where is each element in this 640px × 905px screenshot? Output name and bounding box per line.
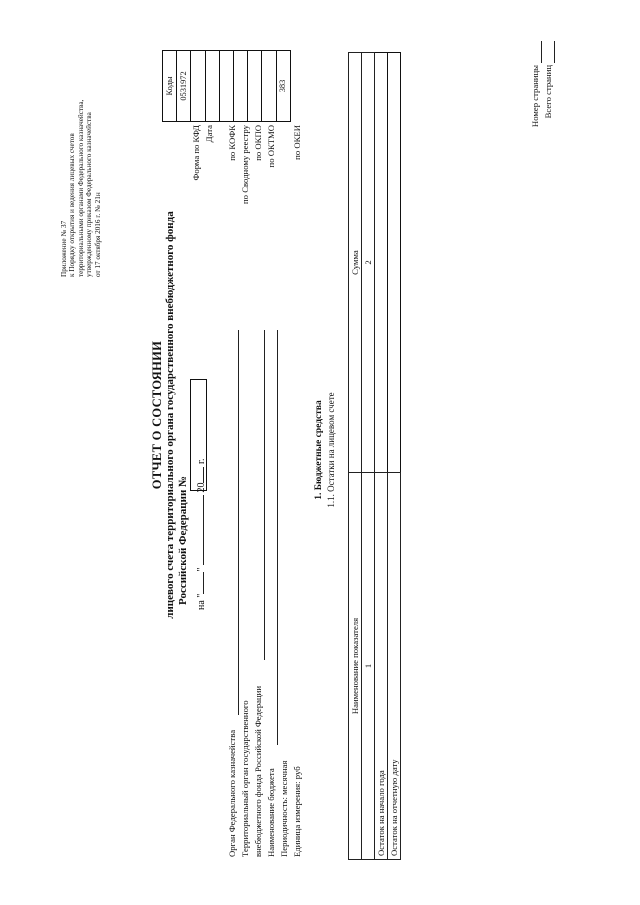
unit-label: Единица измерения: руб (292, 766, 302, 857)
label-kofk: по КОФК (227, 125, 237, 161)
appendix-line: территориальными органами Федерального казначейства, (76, 99, 85, 277)
date-prefix: на " (196, 593, 207, 610)
code-okei[interactable]: 383 (276, 51, 290, 122)
section-subtitle: 1.1. Остатки на лицевом счете (326, 392, 336, 508)
appendix-line: утвержденному приказом Федерального казначейства (85, 112, 94, 277)
code-date[interactable] (191, 51, 205, 122)
page-number-field[interactable] (541, 41, 542, 63)
section-title: 1. Бюджетные средства (314, 400, 324, 500)
label-date: Дата (204, 125, 214, 143)
label-registry: по Сводному реестру (240, 125, 250, 204)
page-number-label: Номер страницы (530, 65, 540, 128)
appendix-line: от 17 октября 2016 г. № 21н (93, 192, 102, 277)
territorial-label: Территориальный орган государственного (240, 700, 250, 857)
row-value-start-balance[interactable] (375, 53, 388, 473)
col-name-header: Наименование показателя (349, 473, 362, 860)
report-subtitle: лицевого счета территориального органа государственного внебюджетного фонда (164, 211, 176, 619)
balances-table (348, 52, 401, 860)
label-kfd: Форма по КФД (191, 125, 201, 181)
organ-label: Орган Федерального казначейства (227, 729, 237, 857)
date-year: 20 (196, 482, 207, 493)
col-sum-header: Сумма (349, 53, 362, 473)
periodicity-label: Периодичность: месячная (279, 760, 289, 857)
budget-field[interactable] (277, 330, 278, 745)
total-pages-label: Всего страниц (543, 65, 553, 119)
organ-field[interactable] (238, 330, 239, 715)
codes-header: Коды (163, 51, 177, 122)
row-label-report-balance: Остаток на отчетную дату (388, 473, 401, 860)
territorial-field[interactable] (264, 330, 265, 660)
code-oktmo[interactable] (248, 51, 262, 122)
col-name-number: 1 (362, 473, 375, 860)
total-pages-field[interactable] (554, 41, 555, 63)
date-suffix: г. (196, 458, 207, 465)
date-quote: " (196, 567, 207, 572)
row-value-report-balance[interactable] (388, 53, 401, 473)
code-registry[interactable] (219, 51, 233, 122)
budget-label: Наименование бюджета (266, 768, 276, 857)
code-okpo[interactable] (233, 51, 247, 122)
col-sum-number: 2 (362, 53, 375, 473)
label-oktmo: по ОКТМО (266, 125, 276, 168)
appendix-line: Приложение № 37 (60, 220, 68, 277)
report-title: ОТЧЕТ О СОСТОЯНИИ (150, 340, 164, 490)
code-kofk[interactable] (205, 51, 219, 122)
code-blank[interactable] (262, 51, 276, 122)
codes-table (162, 50, 291, 122)
label-okei: по ОКЕИ (292, 125, 302, 160)
row-label-start-balance: Остаток на начало года (375, 473, 388, 860)
appendix-reference (60, 2, 102, 277)
territorial-label-2: внебюджетного фонда Российской Федерации (253, 686, 263, 857)
report-date-line (196, 459, 207, 610)
label-okpo: по ОКПО (253, 125, 263, 161)
code-kfd[interactable]: 0531972 (177, 51, 191, 122)
report-subtitle-account: Российской Федерации № (177, 475, 189, 605)
appendix-line: к Порядку открытия и ведения лицевых счетов (68, 133, 77, 277)
